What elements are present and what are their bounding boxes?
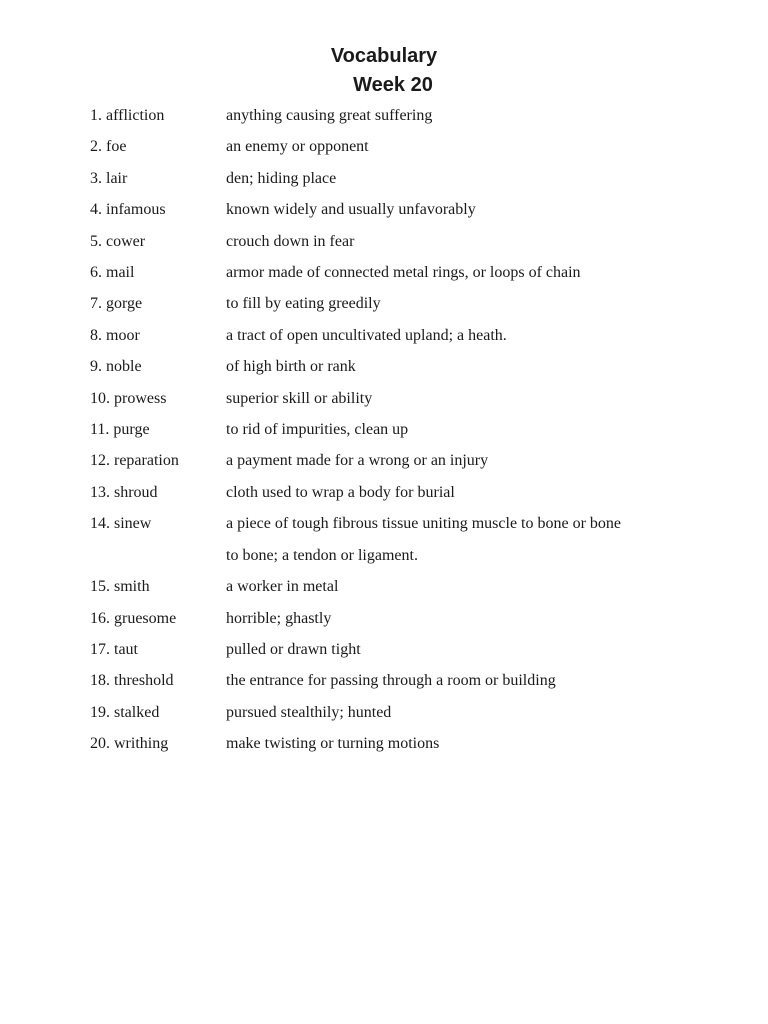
vocabulary-entry xyxy=(90,194,690,225)
vocabulary-definition xyxy=(226,226,690,257)
vocabulary-entry xyxy=(90,131,690,162)
vocabulary-definition xyxy=(226,163,690,194)
definition-line: den; hiding place xyxy=(226,169,337,187)
vocabulary-definition xyxy=(226,477,690,508)
vocabulary-term: 3. lair xyxy=(90,169,128,187)
definition-line: cloth used to wrap a body for burial xyxy=(226,483,455,501)
definition-line: a payment made for a wrong or an injury xyxy=(226,452,489,470)
vocabulary-definition xyxy=(226,194,690,225)
vocabulary-entry xyxy=(90,445,690,476)
vocabulary-term: 13. shroud xyxy=(90,483,158,501)
vocabulary-entry xyxy=(90,383,690,414)
definition-line: pulled or drawn tight xyxy=(226,640,361,658)
definition-line: anything causing great suffering xyxy=(226,107,433,124)
definition-line: pursued stealthily; hunted xyxy=(226,703,392,721)
vocabulary-term: 12. reparation xyxy=(90,452,179,470)
vocabulary-entry xyxy=(90,288,690,319)
vocabulary-entry xyxy=(90,100,690,131)
definition-line: an enemy or opponent xyxy=(226,138,369,156)
vocabulary-list xyxy=(90,100,690,760)
definition-line: to rid of impurities, clean up xyxy=(226,421,409,439)
title-block xyxy=(0,42,768,100)
vocabulary-term: 17. taut xyxy=(90,640,138,658)
vocabulary-definition xyxy=(226,288,690,319)
vocabulary-definition xyxy=(226,320,690,351)
vocabulary-term: 19. stalked xyxy=(90,703,160,721)
vocabulary-term: 5. cower xyxy=(90,232,146,250)
vocabulary-term: 9. noble xyxy=(90,358,142,376)
vocabulary-entry xyxy=(90,320,690,351)
definition-line: to fill by eating greedily xyxy=(226,295,381,313)
vocabulary-definition xyxy=(226,665,690,696)
page-title: Vocabulary xyxy=(330,45,438,67)
definition-line: a tract of open uncultivated upland; a heath. xyxy=(226,326,507,344)
vocabulary-definition xyxy=(226,571,690,602)
vocabulary-definition xyxy=(226,603,690,634)
vocabulary-term: 15. smith xyxy=(90,578,150,596)
vocabulary-definition xyxy=(226,257,690,288)
vocabulary-entry xyxy=(90,634,690,665)
vocabulary-term: 1. affliction xyxy=(90,107,165,124)
definition-line: known widely and usually unfavorably xyxy=(226,201,476,219)
definition-line: a piece of tough fibrous tissue uniting muscle to bone or bone xyxy=(226,515,622,533)
vocabulary-term: 8. moor xyxy=(90,326,140,344)
definition-line: superior skill or ability xyxy=(226,389,373,407)
vocabulary-entry xyxy=(90,477,690,508)
definition-line: horrible; ghastly xyxy=(226,609,332,627)
vocabulary-definition xyxy=(226,445,690,476)
vocabulary-entry xyxy=(90,226,690,257)
definition-line: the entrance for passing through a room or building xyxy=(226,672,556,690)
vocabulary-entry xyxy=(90,351,690,382)
page-subtitle: Week 20 xyxy=(353,74,433,96)
vocabulary-definition xyxy=(226,697,690,728)
vocabulary-term: 7. gorge xyxy=(90,295,143,313)
vocabulary-entry xyxy=(90,571,690,602)
vocabulary-entry xyxy=(90,728,690,759)
vocabulary-entry xyxy=(90,257,690,288)
vocabulary-term: 4. infamous xyxy=(90,201,166,219)
vocabulary-entry xyxy=(90,414,690,445)
vocabulary-definition xyxy=(226,351,690,382)
vocabulary-term: 20. writhing xyxy=(90,735,169,753)
vocabulary-term: 2. foe xyxy=(90,138,127,156)
vocabulary-entry xyxy=(90,665,690,696)
vocabulary-definition xyxy=(226,414,690,445)
vocabulary-entry xyxy=(90,163,690,194)
vocabulary-definition xyxy=(226,634,690,665)
vocabulary-entry xyxy=(90,697,690,728)
vocabulary-term: 11. purge xyxy=(90,421,150,439)
definition-line: armor made of connected metal rings, or loops of chain xyxy=(226,264,581,282)
definition-line: a worker in metal xyxy=(226,578,339,596)
definition-line: to bone; a tendon or ligament. xyxy=(226,546,418,564)
vocabulary-definition xyxy=(226,728,690,759)
vocabulary-term: 18. threshold xyxy=(90,672,174,690)
vocabulary-term: 10. prowess xyxy=(90,389,167,407)
definition-line: crouch down in fear xyxy=(226,232,355,250)
vocabulary-term: 14. sinew xyxy=(90,515,152,533)
vocabulary-term: 6. mail xyxy=(90,264,135,282)
vocabulary-definition xyxy=(226,383,690,414)
vocabulary-entry xyxy=(90,508,690,571)
vocabulary-term: 16. gruesome xyxy=(90,609,177,627)
definition-line: of high birth or rank xyxy=(226,358,356,376)
vocabulary-definition xyxy=(226,508,690,571)
definition-line: make twisting or turning motions xyxy=(226,735,440,753)
vocabulary-entry xyxy=(90,603,690,634)
vocabulary-definition xyxy=(226,131,690,162)
vocabulary-definition xyxy=(226,100,690,131)
